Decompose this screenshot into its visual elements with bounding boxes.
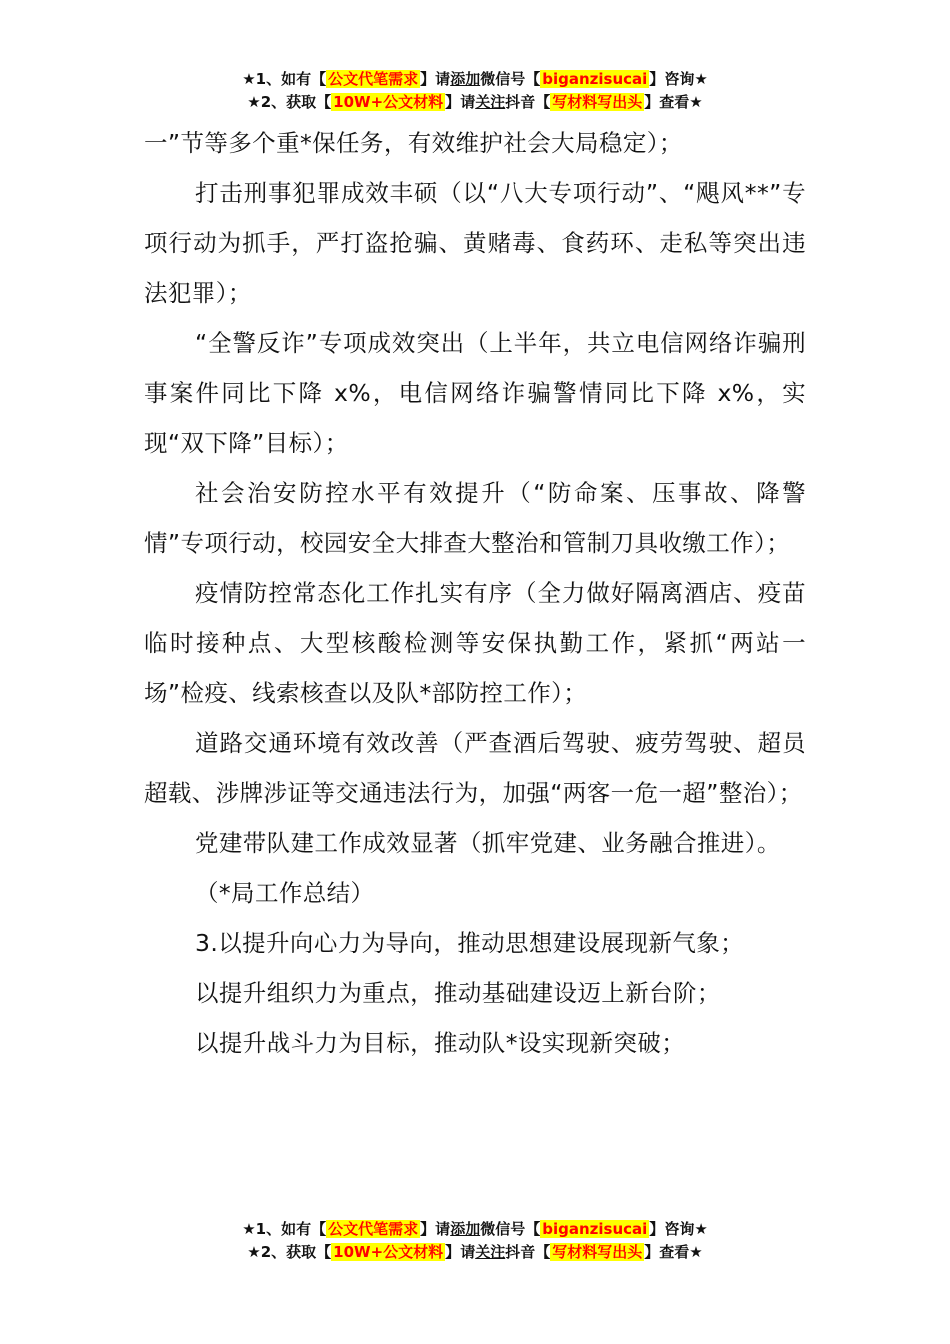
bracket: 【 [535,1243,551,1261]
douyin-id-highlight: 写材料写出头 [552,1243,643,1261]
banner-line-2 [0,91,950,114]
footer-banner [0,1218,950,1264]
banner-line-2 [0,1241,950,1264]
body-paragraph: 党建带队建工作成效显著（抓牢党建、业务融合推进）。 [195,829,781,857]
body-paragraph: 社会治安防控水平有效提升（“防命案、压事故、降警情”专项行动，校园安全大排查大整治和管制刀具收缴工作）； [144,479,806,557]
body-paragraph: 一”节等多个重*保任务，有效维护社会大局稳定）； [144,129,683,157]
banner-emphasis: 添加 [450,70,481,88]
banner-text: 查看★ [659,93,703,111]
bracket: 】 [420,1220,436,1238]
banner-text: 请 [460,93,476,111]
wechat-id-highlight: biganzisucai [542,70,648,88]
section-source-note: （*局工作总结） [195,879,375,907]
banner-text: 请 [435,70,451,88]
banner-text: 微信号 [480,1220,526,1238]
body-paragraph: 以提升战斗力为目标，推动队*设实现新突破； [195,1029,686,1057]
banner-line-1 [0,68,950,91]
bracket: 【 [311,1220,327,1238]
banner-emphasis: 关注 [475,93,506,111]
body-paragraph: “全警反诈”专项成效突出（上半年，共立电信网络诈骗刑事案件同比下降 x%，电信网络诈骗警情同比下降 x%，实现“双下降”目标）； [144,329,806,457]
bracket: 】 [649,1220,665,1238]
highlight-text: 公文代笔需求 [328,1220,419,1238]
highlight-text: 10W+公文材料 [333,1243,444,1261]
bracket: 】 [649,70,665,88]
banner-line-1 [0,1218,950,1241]
banner-emphasis: 添加 [450,1220,481,1238]
bracket: 【 [316,93,332,111]
banner-text: 咨询★ [664,70,708,88]
bracket: 【 [535,93,551,111]
body-paragraph: 疫情防控常态化工作扎实有序（全力做好隔离酒店、疫苗临时接种点、大型核酸检测等安保执勤工作，紧抓“两站一场”检疫、线索核查以及队*部防控工作）； [144,579,806,707]
body-paragraph: 以提升组织力为重点，推动基础建设迈上新台阶； [195,979,721,1007]
banner-text: ★1、如有 [242,70,312,88]
body-paragraph: 打击刑事犯罪成效丰硕（以“八大专项行动”、“飓风**”专项行动为抓手，严打盗抢骗、黄赌毒、食药环、走私等突出违法犯罪）； [144,179,806,307]
banner-text: 请 [460,1243,476,1261]
bracket: 【 [525,1220,541,1238]
banner-text: ★2、获取 [247,93,317,111]
bracket: 】 [420,70,436,88]
banner-emphasis: 关注 [475,1243,506,1261]
bracket: 【 [525,70,541,88]
banner-text: 微信号 [480,70,526,88]
header-banner [0,68,950,114]
highlight-text: 10W+公文材料 [333,93,444,111]
bracket: 【 [311,70,327,88]
document-body [144,118,806,1068]
banner-text: 抖音 [505,1243,536,1261]
douyin-id-highlight: 写材料写出头 [552,93,643,111]
banner-text: ★1、如有 [242,1220,312,1238]
bracket: 】 [644,93,660,111]
body-paragraph: 3.以提升向心力为导向，推动思想建设展现新气象； [195,929,745,957]
highlight-text: 公文代笔需求 [328,70,419,88]
banner-text: ★2、获取 [247,1243,317,1261]
bracket: 】 [445,93,461,111]
bracket: 】 [644,1243,660,1261]
body-paragraph: 道路交通环境有效改善（严查酒后驾驶、疲劳驾驶、超员超载、涉牌涉证等交通违法行为，加强“两客一危一超”整治）； [144,729,806,807]
wechat-id-highlight: biganzisucai [542,1220,648,1238]
banner-text: 请 [435,1220,451,1238]
banner-text: 抖音 [505,93,536,111]
bracket: 【 [316,1243,332,1261]
banner-text: 查看★ [659,1243,703,1261]
banner-text: 咨询★ [664,1220,708,1238]
bracket: 】 [445,1243,461,1261]
